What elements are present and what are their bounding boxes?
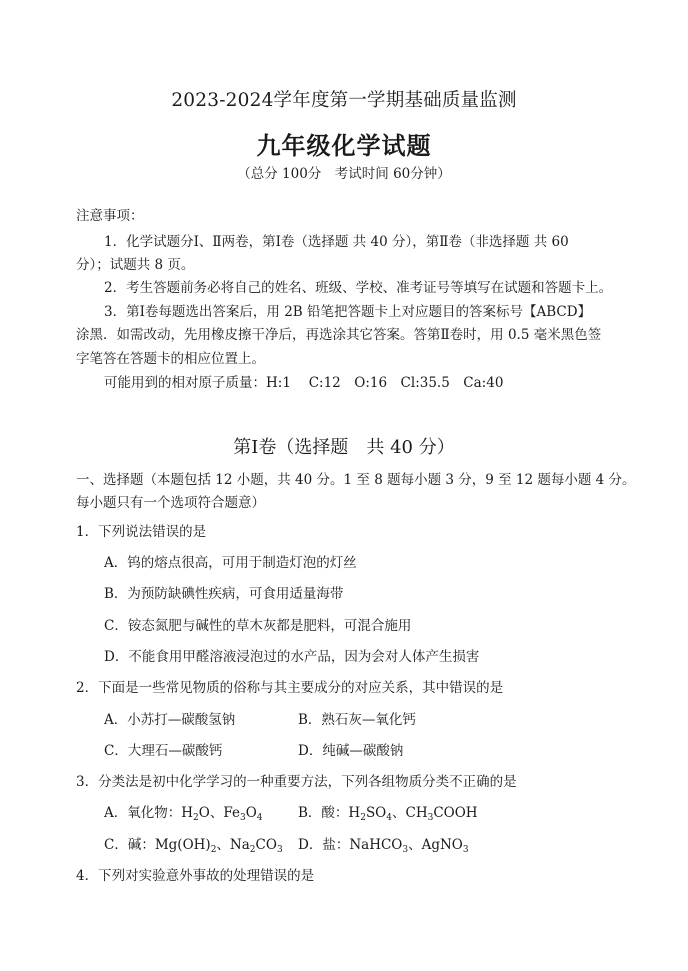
atomic-masses: 可能用到的相对原子质量：H:1 C:12 O:16 Cl:35.5 Ca:40 <box>104 375 504 391</box>
notice-item-1-cont: 分）；试题共 8 页。 <box>76 257 195 273</box>
question-2-option-a: A．小苏打—碳酸氢钠 <box>104 712 236 728</box>
question-3-option-d-label: D．盐： <box>298 837 350 853</box>
exam-meta: （总分 100分 考试时间 60分钟） <box>237 166 451 182</box>
question-1-option-a: A．钨的熔点很高，可用于制造灯泡的灯丝 <box>104 555 357 571</box>
exam-title: 2023-2024学年度第一学期基础质量监测 <box>171 90 517 111</box>
question-2-option-b: B．熟石灰—氧化钙 <box>298 712 416 728</box>
formula-mgoh2-na2co3: $Mg(OH)_2$、$Na_2CO_3$ <box>154 837 283 855</box>
formula-nahco3-agno3: NaHCO$_3$、AgNO$_3$ <box>349 837 469 855</box>
notice-heading: 注意事项： <box>76 208 144 224</box>
question-1-stem: 1．下列说法错误的是 <box>76 524 207 540</box>
notice-item-2: 2．考生答题前务必将自己的姓名、班级、学校、准考证号等填写在试题和答题卡上。 <box>104 280 613 296</box>
instructions-cont: 每小题只有一个选项符合题意） <box>76 495 265 511</box>
question-3-option-b-label: B．酸： <box>298 805 349 821</box>
formula-h2so4-ch3cooh: $H_2SO_4$、$CH_3COOH$ <box>348 805 478 823</box>
question-2-stem: 2．下面是一些常见物质的俗称与其主要成分的对应关系，其中错误的是 <box>76 680 504 696</box>
question-3-option-a-label: A．氧化物： <box>104 805 182 821</box>
question-2-option-c: C．大理石—碳酸钙 <box>104 743 223 759</box>
question-3-option-b <box>298 801 478 821</box>
question-1-option-d: D．不能食用甲醛溶液浸泡过的水产品，因为会对人体产生损害 <box>104 649 480 665</box>
question-1-option-c: C．铵态氮肥与碱性的草木灰都是肥料，可混合施用 <box>104 618 412 634</box>
notice-item-3-cont: 涂黑．如需改动，先用橡皮擦干净后，再选涂其它答案。答第Ⅱ卷时，用 0.5 毫米黑色签 <box>76 327 602 343</box>
section-title: 第Ⅰ卷（选择题 共 40 分） <box>233 437 455 458</box>
notice-item-3-cont2: 字笔答在答题卡的相应位置上。 <box>76 351 265 367</box>
question-3-option-d <box>298 833 469 853</box>
question-1-option-b: B．为预防缺碘性疾病，可食用适量海带 <box>104 586 344 602</box>
question-3-option-c-label: C．碱： <box>104 837 155 853</box>
subject-title: 九年级化学试题 <box>256 132 432 160</box>
question-3-stem: 3．分类法是初中化学学习的一种重要方法，下列各组物质分类不正确的是 <box>76 774 517 790</box>
question-3-option-a <box>104 801 263 821</box>
formula-h2o-fe3o4: $H_2O$、$Fe_3O_4$ <box>181 805 263 823</box>
instructions: 一、选择题（本题包括 12 小题，共 40 分。1 至 8 题每小题 3 分，9 至 12 题每小题 4 分。 <box>76 472 636 488</box>
notice-item-3: 3．第Ⅰ卷每题选出答案后，用 2B 铅笔把答题卡上对应题目的答案标号【ABCD】 <box>104 304 592 320</box>
question-3-option-c <box>104 833 283 853</box>
notice-item-1: 1．化学试题分Ⅰ、Ⅱ两卷，第Ⅰ卷（选择题 共 40 分），第Ⅱ卷（非选择题 共 60 <box>104 234 569 250</box>
question-2-option-d: D．纯碱—碳酸钠 <box>298 743 404 759</box>
question-4-stem: 4．下列对实验意外事故的处理错误的是 <box>76 868 315 884</box>
